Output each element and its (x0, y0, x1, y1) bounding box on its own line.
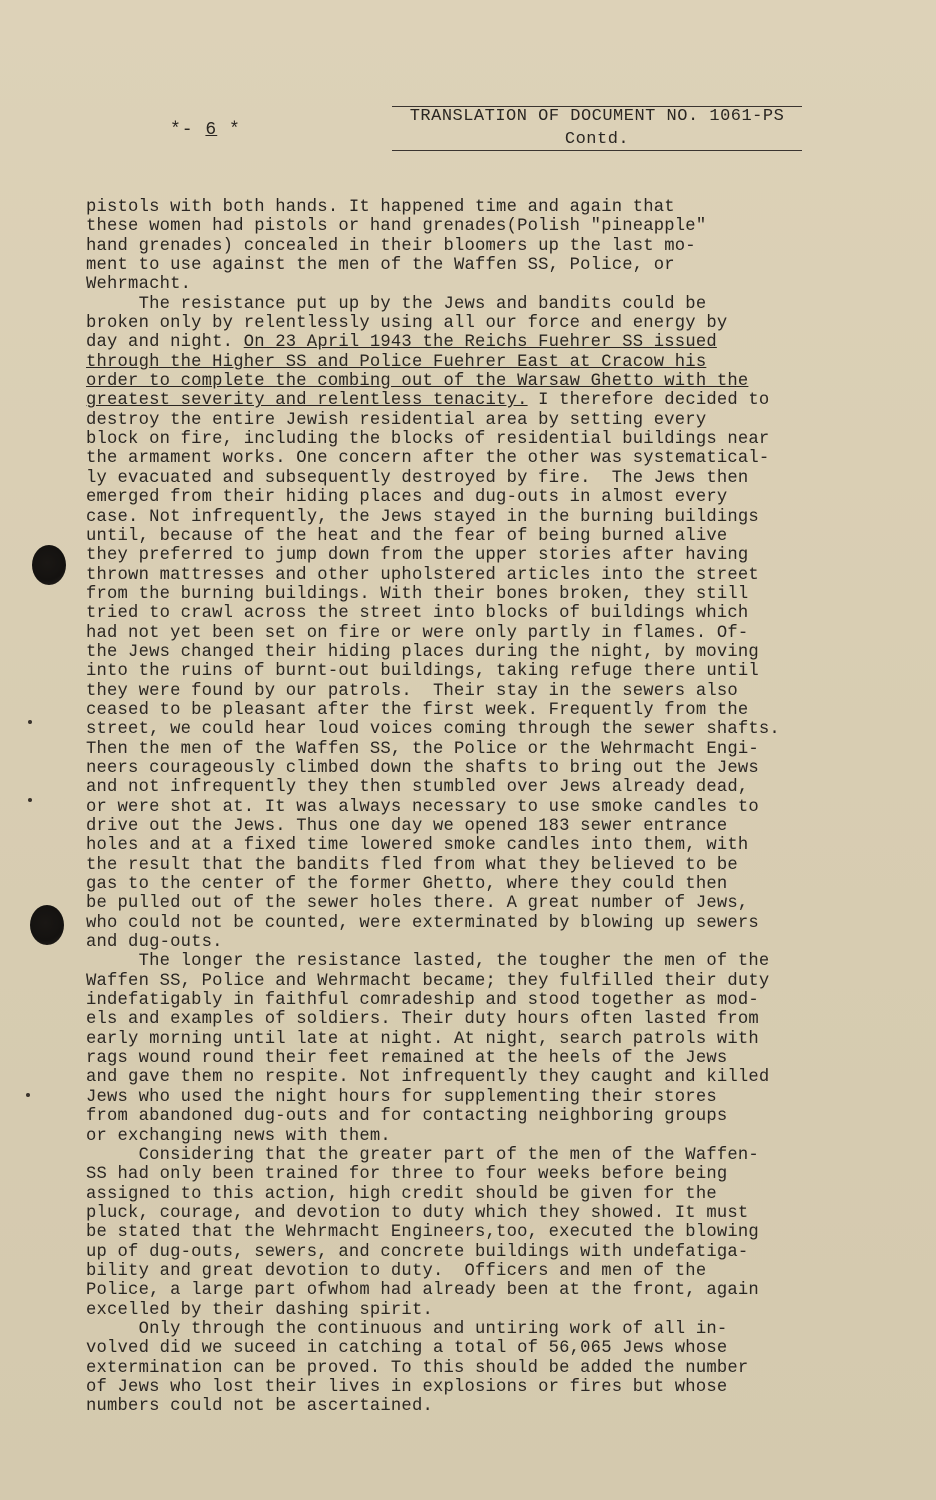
body-line: block on fire, including the blocks of residential buildings near (86, 430, 770, 450)
body-line: Only through the continuous and untiring work of all in- (86, 1319, 728, 1339)
body-line: SS had only been trained for three to four weeks before being (86, 1165, 728, 1185)
body-line: they were found by our patrols. Their stay in the sewers also (86, 681, 738, 701)
body-text-segment: I therefore decided to (538, 391, 770, 411)
body-line: or were shot at. It was always necessary to use smoke candles to (86, 797, 759, 817)
body-line: and gave them no respite. Not infrequently they caught and killed (86, 1068, 770, 1088)
body-text-segment: day and night. (86, 333, 234, 353)
body-line: destroy the entire Jewish residential area by setting every (86, 410, 707, 430)
body-line: numbers could not be ascertained. (86, 1397, 433, 1417)
body-line: els and examples of soldiers. Their duty hours often lasted from (86, 1010, 759, 1030)
body-line: drive out the Jews. Thus one day we opened 183 sewer entrance (86, 817, 728, 836)
body-line: from the burning buildings. With their bones broken, they still (86, 584, 749, 604)
underlined-text: greatest severity and relentless tenacity. (86, 391, 528, 411)
paper-mark (28, 798, 32, 802)
body-line: the result that the bandits fled from what they believed to be (86, 855, 738, 875)
body-line: into the ruins of burnt-out buildings, taking refuge there until (86, 662, 759, 682)
body-line: The longer the resistance lasted, the tougher the men of the (86, 952, 770, 972)
body-line: the armament works. One concern after the other was systematical- (86, 449, 770, 469)
page-number-value: 6 (205, 120, 218, 140)
document-title: TRANSLATION OF DOCUMENT NO. 1061-PS (392, 106, 802, 128)
document-subtitle: Contd. (564, 130, 630, 149)
body-line: be pulled out of the sewer holes there. A great number of Jews, (86, 894, 749, 914)
body-line: and not infrequently they then stumbled over Jews already dead, (86, 778, 749, 798)
body-line: early morning until late at night. At night, search patrols with (86, 1029, 759, 1049)
body-line: volved did we suceed in catching a total of 56,065 Jews whose (86, 1339, 728, 1359)
body-line: ment to use against the men of the Waffen SS, Police, or (86, 256, 675, 276)
body-line: neers courageously climbed down the shafts to bring out the Jews (86, 758, 759, 778)
body-line: the Jews changed their hiding places during the night, by moving (86, 642, 759, 662)
document-body (86, 198, 846, 1417)
body-line: emerged from their hiding places and dug-outs in almost every (86, 488, 728, 508)
body-line: had not yet been set on fire or were only partly in flames. Of- (86, 623, 749, 643)
body-line: bility and great devotion to duty. Officers and men of the (86, 1261, 707, 1281)
document-header (392, 106, 802, 149)
body-line: be stated that the Wehrmacht Engineers,too, executed the blowing (86, 1223, 759, 1243)
punch-hole (30, 905, 64, 945)
body-line: Then the men of the Waffen SS, the Police or the Wehrmacht Engi- (86, 739, 759, 759)
body-line: Wehrmacht. (86, 275, 192, 295)
paper-mark (26, 1093, 30, 1097)
body-line: or exchanging news with them. (86, 1126, 391, 1146)
body-line: Waffen SS, Police and Wehrmacht became; they fulfilled their duty (86, 971, 770, 991)
body-line: from abandoned dug-outs and for contacting neighboring groups (86, 1107, 728, 1127)
body-line: Jews who used the night hours for supplementing their stores (86, 1087, 717, 1107)
body-line: until, because of the heat and the fear of being burned alive (86, 526, 728, 546)
punch-hole (32, 545, 66, 585)
body-line: of Jews who lost their lives in explosions or fires but whose (86, 1377, 728, 1397)
body-line: up of dug-outs, sewers, and concrete buildings with undefatiga- (86, 1242, 749, 1262)
page-number-suffix: * (229, 120, 241, 140)
body-line: ly evacuated and subsequently destroyed by fire. The Jews then (86, 468, 749, 488)
body-line: gas to the center of the former Ghetto, where they could then (86, 875, 728, 895)
body-line: Considering that the greater part of the men of the Waffen- (86, 1145, 759, 1165)
body-line: holes and at a fixed time lowered smoke candles into them, with (86, 836, 749, 856)
underlined-text: On 23 April 1943 the Reichs Fuehrer SS issued (243, 333, 717, 353)
body-line: case. Not infrequently, the Jews stayed in the burning buildings (86, 507, 759, 527)
page-number-prefix: *- (170, 120, 194, 140)
body-line: rags wound round their feet remained at the heels of the Jews (86, 1049, 728, 1069)
header-rule (392, 150, 802, 151)
body-line: they preferred to jump down from the upper stories after having (86, 546, 749, 566)
body-line: Police, a large part ofwhom had already been at the front, again (86, 1281, 759, 1301)
body-line: assigned to this action, high credit should be given for the (86, 1184, 717, 1204)
body-line: and dug-outs. (86, 933, 223, 953)
body-line: broken only by relentlessly using all our force and energy by (86, 314, 728, 334)
body-line: street, we could hear loud voices coming through the sewer shafts. (86, 720, 780, 740)
page-number (170, 120, 241, 140)
paper-mark (28, 720, 32, 724)
underlined-line: through the Higher SS and Police Fuehrer East at Cracow his (86, 352, 707, 372)
body-line (86, 333, 846, 352)
body-line: pluck, courage, and devotion to duty which they showed. It must (86, 1203, 749, 1223)
body-line: extermination can be proved. To this should be added the number (86, 1358, 749, 1378)
body-line: indefatigably in faithful comradeship and stood together as mod- (86, 991, 759, 1011)
body-line: who could not be counted, were exterminated by blowing up sewers (86, 913, 759, 933)
body-line: hand grenades) concealed in their bloomers up the last mo- (86, 236, 696, 256)
body-line: these women had pistols or hand grenades(Polish "pineapple" (86, 217, 707, 237)
body-line: The resistance put up by the Jews and bandits could be (86, 294, 707, 314)
body-line: tried to crawl across the street into blocks of buildings which (86, 604, 749, 624)
body-line: thrown mattresses and other upholstered articles into the street (86, 565, 759, 585)
body-line: excelled by their dashing spirit. (86, 1300, 433, 1320)
underlined-line: order to complete the combing out of the Warsaw Ghetto with the (86, 372, 749, 392)
body-line (86, 391, 846, 410)
body-line: pistols with both hands. It happened time and again that (86, 198, 675, 217)
body-line: ceased to be pleasant after the first week. Frequently from the (86, 700, 749, 720)
